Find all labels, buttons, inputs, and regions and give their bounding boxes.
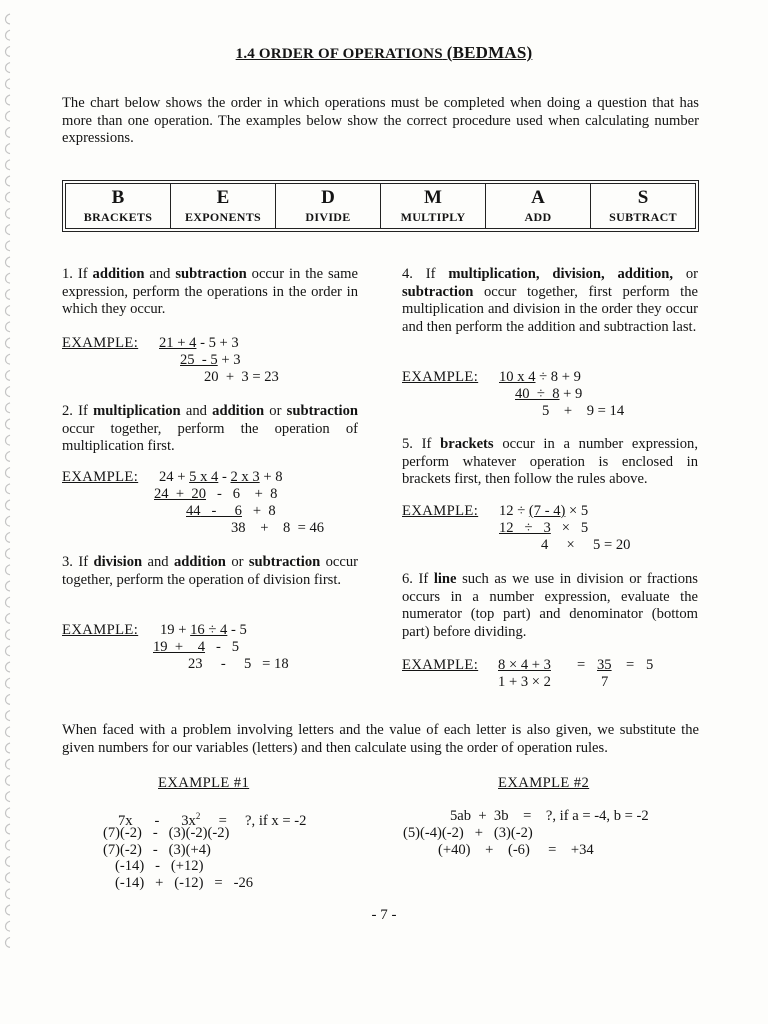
example-1-line-2: 25 - 5 + 3 bbox=[180, 352, 241, 368]
page-number: - 7 - bbox=[371, 907, 397, 923]
binding-ring bbox=[6, 63, 11, 73]
example-6-fraction-denominator: 7 bbox=[601, 674, 609, 690]
example-6-equals-1: = bbox=[577, 657, 586, 673]
example-label-5: EXAMPLE: bbox=[402, 503, 479, 519]
binding-ring bbox=[6, 662, 11, 672]
binding-ring bbox=[6, 743, 11, 753]
substitution-ex2-line-1: 5ab + 3b = ?, if a = -4, b = -2 bbox=[450, 808, 649, 824]
example-4-line-3: 5 + 9 = 14 bbox=[542, 403, 625, 419]
binding-ring bbox=[6, 289, 11, 299]
binding-ring bbox=[6, 176, 11, 186]
binding-ring bbox=[6, 630, 11, 640]
example-4-line-1: 10 x 4 ÷ 8 + 9 bbox=[499, 369, 581, 385]
binding-ring bbox=[6, 549, 11, 559]
binding-ring bbox=[6, 354, 11, 364]
binding-ring bbox=[6, 694, 11, 704]
binding-ring bbox=[6, 775, 11, 785]
binding-ring bbox=[6, 597, 11, 607]
substitution-ex1-line-2: (7)(-2) - (3)(-2)(-2) bbox=[103, 825, 230, 841]
binding-ring bbox=[6, 873, 11, 883]
binding-ring bbox=[6, 338, 11, 348]
binding-ring bbox=[6, 711, 11, 721]
binding-ring bbox=[6, 95, 11, 105]
example-label-2: EXAMPLE: bbox=[62, 469, 139, 485]
example-3-line-1: 19 + 16 ÷ 4 - 5 bbox=[160, 622, 247, 638]
binding-ring bbox=[6, 808, 11, 818]
substitution-ex1-line-4: (-14) - (+12) bbox=[115, 858, 204, 874]
binding-ring bbox=[6, 208, 11, 218]
binding-ring bbox=[6, 160, 11, 170]
binding-ring bbox=[6, 241, 11, 251]
binding-ring bbox=[6, 30, 11, 40]
substitution-ex1-line-1: 7x - $3x^2$ = ?, if x = -2 bbox=[118, 811, 307, 829]
binding-ring bbox=[6, 111, 11, 121]
binding-ring bbox=[6, 273, 11, 283]
binding-ring bbox=[6, 646, 11, 656]
substitution-ex2-line-3: (+40) + (-6) = +34 bbox=[438, 842, 594, 858]
binding-ring bbox=[6, 225, 11, 235]
example-1-heading: EXAMPLE #1 bbox=[158, 775, 250, 791]
example-6-denominator: 1 + 3 × 2 bbox=[498, 674, 551, 690]
example-5-line-3: 4 × 5 = 20 bbox=[541, 537, 631, 553]
substitution-ex1-line-5: (-14) + (-12) = -26 bbox=[115, 875, 254, 891]
binding-ring bbox=[6, 403, 11, 413]
rule-1: 1. If addition and subtraction occur in the same expression, perform the operations in the order in which they occur. bbox=[62, 266, 358, 318]
binding-ring bbox=[6, 306, 11, 316]
spiral-binding bbox=[0, 0, 30, 960]
example-label-1: EXAMPLE: bbox=[62, 335, 139, 351]
binding-ring bbox=[6, 727, 11, 737]
example-6-fraction-numerator: 35 bbox=[597, 657, 612, 673]
binding-ring bbox=[6, 678, 11, 688]
example-label-3: EXAMPLE: bbox=[62, 622, 139, 638]
example-6-equals-2: = bbox=[626, 657, 635, 673]
example-2-line-2: 24 + 20 - 6 + 8 bbox=[154, 486, 278, 502]
rule-2: 2. If multiplication and addition or subtraction occur together, perform the operation of multiplication first. bbox=[62, 403, 359, 455]
binding-ring bbox=[6, 889, 11, 899]
example-1-line-3: 20 + 3 = 23 bbox=[204, 369, 279, 385]
binding-ring bbox=[6, 532, 11, 542]
example-6-numerator: 8 × 4 + 3 bbox=[498, 657, 551, 673]
binding-ring bbox=[6, 127, 11, 137]
binding-ring bbox=[6, 257, 11, 267]
binding-ring bbox=[6, 419, 11, 429]
intro-paragraph: The chart below shows the order in which operations must be completed when doing a question that has more than one operation. The examples below show the correct procedure used when calculating number expressions. bbox=[62, 95, 699, 147]
substitution-ex1-line-3: (7)(-2) - (3)(+4) bbox=[103, 842, 211, 858]
binding-ring bbox=[6, 484, 11, 494]
example-2-line-3: 44 - 6 + 8 bbox=[186, 503, 276, 519]
example-3-line-2: 19 + 4 - 5 bbox=[153, 639, 240, 655]
example-6-result: 5 bbox=[646, 657, 654, 673]
binding-ring bbox=[6, 435, 11, 445]
substitution-ex2-line-2: (5)(-4)(-2) + (3)(-2) bbox=[403, 825, 533, 841]
example-label-6: EXAMPLE: bbox=[402, 657, 479, 673]
binding-ring bbox=[6, 451, 11, 461]
rule-5: 5. If brackets occur in a number expression, perform whatever operation is enclosed in brackets first, then follow the rules above. bbox=[402, 436, 698, 488]
chart-cell-brackets: B BRACKETS bbox=[66, 184, 171, 228]
binding-ring bbox=[6, 759, 11, 769]
chart-cell-exponents: E EXPONENTS bbox=[171, 184, 276, 228]
binding-ring bbox=[6, 322, 11, 332]
chart-cell-divide: D DIVIDE bbox=[276, 184, 381, 228]
example-5-line-2: 12 ÷ 3 × 5 bbox=[499, 520, 589, 536]
rule-4: 4. If multiplication, division, addition, or subtraction occur together, first perform the multiplication and division in the order they occur and then perform the addition and subtraction last. bbox=[402, 266, 698, 335]
binding-ring bbox=[6, 14, 11, 24]
binding-ring bbox=[6, 824, 11, 834]
example-1-line-1: 21 + 4 - 5 + 3 bbox=[159, 335, 239, 351]
binding-ring bbox=[6, 581, 11, 591]
binding-ring bbox=[6, 192, 11, 202]
example-2-line-4: 38 + 8 = 46 bbox=[231, 520, 325, 536]
example-label-4: EXAMPLE: bbox=[402, 369, 479, 385]
example-2-heading: EXAMPLE #2 bbox=[498, 775, 590, 791]
rule-6: 6. If line such as we use in division or fractions occurs in a number expression, evaluate the numerator (top part) and denominator (bottom part) before dividing. bbox=[402, 571, 698, 640]
binding-ring bbox=[6, 500, 11, 510]
substitution-paragraph: When faced with a problem involving letters and the value of each letter is also given, we substitute the given numbers for our variables (letters) and then calculate using the order of operation rules. bbox=[62, 722, 699, 756]
binding-ring bbox=[6, 468, 11, 478]
binding-ring bbox=[6, 79, 11, 89]
rule-3: 3. If division and addition or subtraction occur together, perform the operation of division first. bbox=[62, 554, 359, 588]
binding-ring bbox=[6, 792, 11, 802]
binding-ring bbox=[6, 840, 11, 850]
chart-cell-multiply: M MULTIPLY bbox=[381, 184, 486, 228]
example-3-line-3: 23 - 5 = 18 bbox=[188, 656, 289, 672]
binding-ring bbox=[6, 565, 11, 575]
binding-ring bbox=[6, 937, 11, 947]
binding-ring bbox=[6, 144, 11, 154]
binding-ring bbox=[6, 613, 11, 623]
chart-cell-subtract: S SUBTRACT bbox=[609, 187, 677, 224]
chart-cell-add: A ADD bbox=[486, 184, 591, 228]
binding-ring bbox=[6, 387, 11, 397]
binding-ring bbox=[6, 370, 11, 380]
bedmas-chart bbox=[62, 180, 699, 232]
example-2-line-1: 24 + 5 x 4 - 2 x 3 + 8 bbox=[159, 469, 283, 485]
example-5-line-1: 12 ÷ (7 - 4) × 5 bbox=[499, 503, 589, 519]
example-4-line-2: 40 ÷ 8 + 9 bbox=[515, 386, 583, 402]
page-title: 1.4 ORDER OF OPERATIONS (BEDMAS) bbox=[235, 43, 533, 62]
binding-ring bbox=[6, 516, 11, 526]
binding-ring bbox=[6, 856, 11, 866]
